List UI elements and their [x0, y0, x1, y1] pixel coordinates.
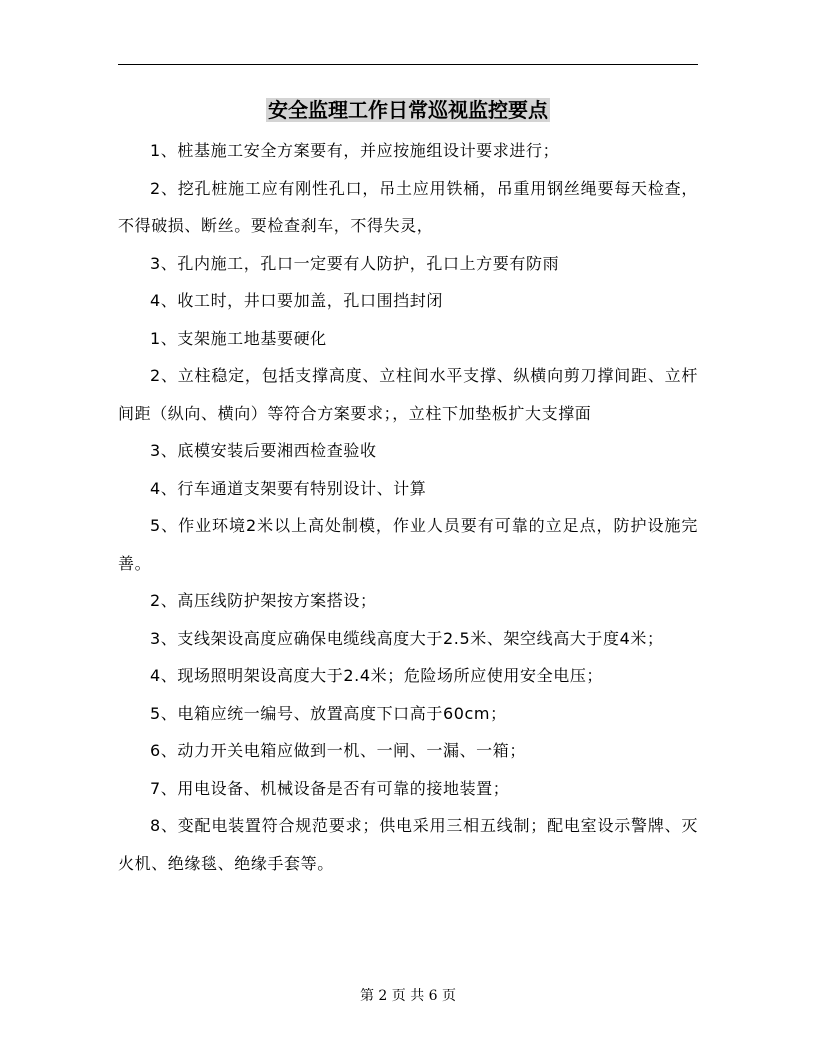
paragraph: 4、现场照明架设高度大于2.4米；危险场所应使用安全电压；: [150, 666, 604, 685]
page-number: 第 2 页 共 6 页: [359, 988, 457, 1004]
header-rule: [118, 64, 698, 65]
page-footer: [118, 986, 698, 1006]
paragraph: 2、挖孔桩施工应有刚性孔口，吊土应用铁桶，吊重用钢丝绳要每天检查，不得破损、断丝。要检查刹车，不得失灵，: [118, 178, 698, 235]
paragraph: 6、动力开关电箱应做到一机、一闸、一漏、一箱；: [150, 741, 526, 760]
paragraph: 4、行车通道支架要有特别设计、计算: [150, 478, 427, 498]
document-title-text: 安全监理工作日常巡视监控要点: [268, 98, 548, 122]
paragraph: 3、支线架设高度应确保电缆线高度大于2.5米、架空线高大于度4米；: [150, 628, 664, 648]
paragraph: 3、底模安装后要湘西检查验收: [150, 441, 377, 460]
paragraph: 1、支架施工地基要硬化: [150, 328, 327, 348]
paragraph: 5、作业环境2米以上高处制模，作业人员要有可靠的立足点，防护设施完善。: [118, 516, 698, 573]
paragraph: 3、孔内施工，孔口一定要有人防护，孔口上方要有防雨: [150, 253, 560, 273]
paragraph: 2、高压线防护架按方案搭设；: [150, 591, 377, 610]
paragraph: 8、变配电装置符合规范要求；供电采用三相五线制；配电室设示警牌、灭火机、绝缘毯、绝缘手套等。: [118, 816, 698, 873]
document-title: [118, 92, 698, 128]
paragraph: 1、桩基施工安全方案要有，并应按施组设计要求进行；: [150, 141, 560, 160]
paragraph: 4、收工时，井口要加盖，孔口围挡封闭: [150, 291, 443, 310]
paragraph: 2、立柱稳定，包括支撑高度、立柱间水平支撑、纵横向剪刀撑间距、立杆间距（纵向、横向）等符合方案要求；，立柱下加垫板扩大支撑面: [118, 366, 698, 423]
document-body: [118, 132, 698, 882]
paragraph: 5、电箱应统一编号、放置高度下口高于60cm；: [150, 703, 507, 723]
paragraph: 7、用电设备、机械设备是否有可靠的接地装置；: [150, 778, 510, 798]
